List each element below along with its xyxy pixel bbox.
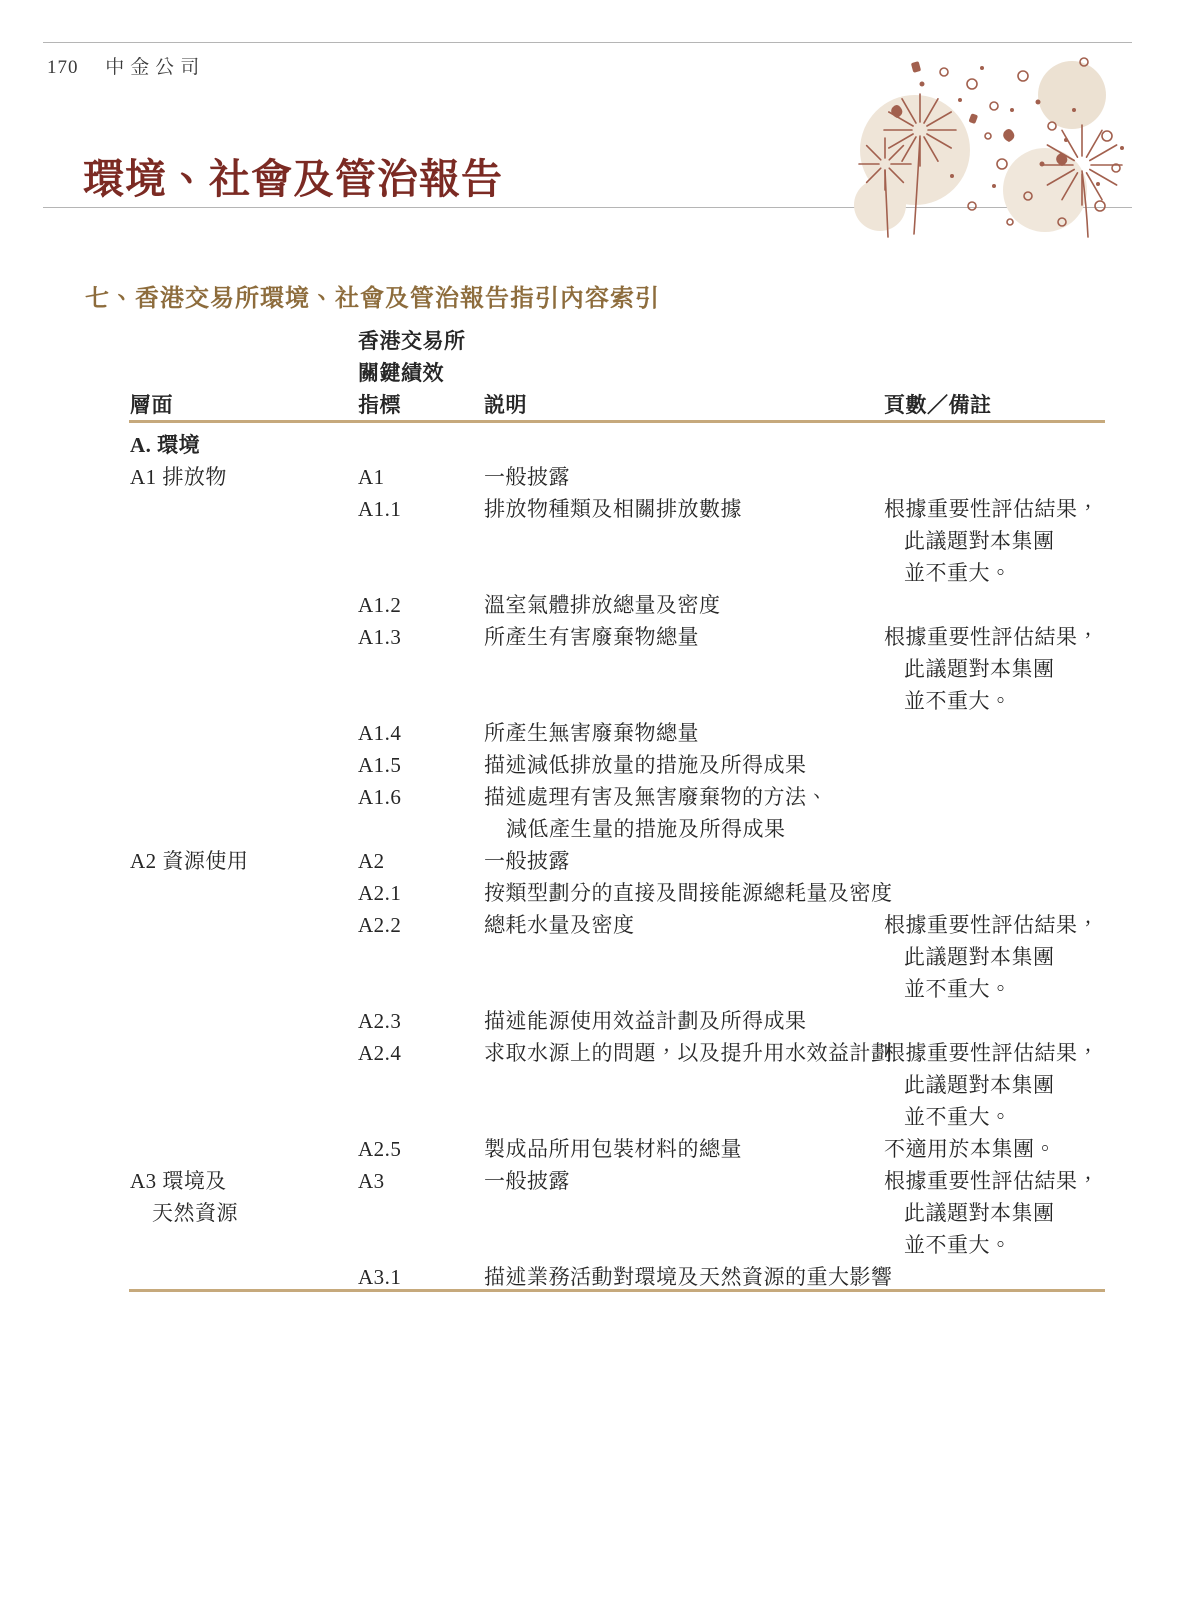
table-top-rule — [129, 420, 1105, 423]
table-row — [0, 1037, 1190, 1133]
table-row — [0, 845, 1190, 877]
column-header-kpi — [358, 325, 466, 421]
text-line: 所產生有害廢棄物總量 — [484, 625, 699, 649]
column-header-kpi-line: 關鍵績效 — [358, 361, 444, 385]
text-line: 根據重要性評估結果， — [884, 497, 1099, 521]
text-line: A1.6 — [358, 785, 402, 809]
company-name: 中金公司 — [105, 57, 206, 78]
text-line: 減低產生量的措施及所得成果 — [506, 817, 786, 841]
kpi-cell — [358, 1165, 385, 1197]
column-header-description: 説明 — [484, 393, 527, 417]
text-line: A1.5 — [358, 753, 402, 777]
text-line: 排放物種類及相關排放數據 — [484, 497, 742, 521]
page-number: 170 — [47, 57, 79, 78]
description-cell — [484, 877, 893, 909]
text-line: A2.1 — [358, 881, 402, 905]
kpi-cell — [358, 909, 401, 941]
table-group-header: A. 環境 — [130, 433, 201, 457]
kpi-cell — [358, 845, 385, 877]
description-cell — [484, 461, 570, 493]
text-line: 根據重要性評估結果， — [884, 1041, 1099, 1065]
table-row — [0, 1133, 1190, 1165]
description-cell — [484, 749, 807, 781]
text-line: 不適用於本集團。 — [884, 1137, 1056, 1161]
description-cell — [484, 909, 635, 941]
text-line: A1.4 — [358, 721, 402, 745]
description-cell — [484, 781, 828, 845]
remark-cell — [884, 909, 1099, 1005]
text-line: 描述處理有害及無害廢棄物的方法、 — [484, 785, 828, 809]
table-row — [0, 781, 1190, 845]
aspect-cell — [130, 461, 227, 493]
text-line: 並不重大。 — [904, 1105, 1012, 1129]
kpi-cell — [358, 717, 401, 749]
text-line: 所產生無害廢棄物總量 — [484, 721, 699, 745]
text-line: 並不重大。 — [904, 689, 1012, 713]
kpi-cell — [358, 621, 401, 653]
text-line: A3.1 — [358, 1265, 402, 1289]
text-line: 根據重要性評估結果， — [884, 625, 1099, 649]
text-line: 此議題對本集團 — [904, 1073, 1055, 1097]
text-line: A1.1 — [358, 497, 402, 521]
kpi-cell — [358, 589, 401, 621]
table-row — [0, 461, 1190, 493]
description-cell — [484, 493, 742, 525]
text-line: 描述減低排放量的措施及所得成果 — [484, 753, 807, 777]
text-line: 描述能源使用效益計劃及所得成果 — [484, 1009, 807, 1033]
kpi-cell — [358, 749, 401, 781]
text-line: A3 環境及 — [130, 1169, 227, 1193]
aspect-cell — [130, 845, 248, 877]
description-cell — [484, 1133, 742, 1165]
text-line: A1.2 — [358, 593, 402, 617]
description-cell — [484, 1005, 807, 1037]
description-cell — [484, 621, 699, 653]
table-row — [0, 1005, 1190, 1037]
text-line: 一般披露 — [484, 465, 570, 489]
text-line: 此議題對本集團 — [904, 657, 1055, 681]
text-line: A2.3 — [358, 1009, 402, 1033]
description-cell — [484, 589, 721, 621]
table-row — [0, 717, 1190, 749]
table-row — [0, 621, 1190, 717]
running-header — [47, 52, 205, 79]
kpi-cell — [358, 1133, 401, 1165]
column-header-aspect: 層面 — [130, 393, 173, 417]
text-line: 此議題對本集團 — [904, 529, 1055, 553]
text-line: 一般披露 — [484, 1169, 570, 1193]
text-line: 天然資源 — [152, 1201, 238, 1225]
text-line: A2.4 — [358, 1041, 402, 1065]
text-line: 此議題對本集團 — [904, 1201, 1055, 1225]
table-row — [0, 877, 1190, 909]
column-header-kpi-line: 指標 — [358, 393, 401, 417]
text-line: 並不重大。 — [904, 561, 1012, 585]
kpi-cell — [358, 877, 401, 909]
text-line: A3 — [358, 1169, 385, 1193]
table-row — [0, 1165, 1190, 1261]
kpi-cell — [358, 1037, 401, 1069]
text-line: A1.3 — [358, 625, 402, 649]
table-row — [0, 749, 1190, 781]
table-row — [0, 589, 1190, 621]
column-header-page-remarks: 頁數／備註 — [884, 393, 992, 417]
text-line: 按類型劃分的直接及間接能源總耗量及密度 — [484, 881, 893, 905]
header-top-divider — [43, 42, 1132, 43]
text-line: A2.2 — [358, 913, 402, 937]
text-line: A2.5 — [358, 1137, 402, 1161]
description-cell — [484, 1165, 570, 1197]
text-line: 根據重要性評估結果， — [884, 1169, 1099, 1193]
text-line: 根據重要性評估結果， — [884, 913, 1099, 937]
text-line: 總耗水量及密度 — [484, 913, 635, 937]
description-cell — [484, 1037, 893, 1069]
kpi-cell — [358, 493, 401, 525]
text-line: 並不重大。 — [904, 977, 1012, 1001]
text-line: 描述業務活動對環境及天然資源的重大影響 — [484, 1265, 893, 1289]
text-line: 製成品所用包裝材料的總量 — [484, 1137, 742, 1161]
remark-cell — [884, 1165, 1099, 1261]
text-line: A1 排放物 — [130, 465, 227, 489]
description-cell — [484, 845, 570, 877]
text-line: A2 — [358, 849, 385, 873]
section-heading: 七、香港交易所環境、社會及管治報告指引內容索引 — [85, 286, 660, 312]
kpi-cell — [358, 1005, 401, 1037]
aspect-cell — [130, 1165, 238, 1229]
remark-cell — [884, 621, 1099, 717]
kpi-cell — [358, 461, 385, 493]
text-line: 求取水源上的問題，以及提升用水效益計劃 — [484, 1041, 893, 1065]
report-title: 環境、社會及管治報告 — [83, 156, 503, 202]
text-line: 溫室氣體排放總量及密度 — [484, 593, 721, 617]
dandelion-illustration — [852, 44, 1144, 238]
remark-cell — [884, 1037, 1099, 1133]
table-row — [0, 493, 1190, 589]
text-line: A1 — [358, 465, 385, 489]
text-line: A2 資源使用 — [130, 849, 249, 873]
kpi-cell — [358, 781, 401, 813]
text-line: 此議題對本集團 — [904, 945, 1055, 969]
remark-cell — [884, 493, 1099, 589]
table-bottom-rule — [129, 1289, 1105, 1292]
table-row — [0, 909, 1190, 1005]
column-header-kpi-line: 香港交易所 — [358, 329, 466, 353]
remark-cell — [884, 1133, 1056, 1165]
text-line: 並不重大。 — [904, 1233, 1012, 1257]
esg-index-table — [0, 429, 1190, 1293]
description-cell — [484, 717, 699, 749]
text-line: 一般披露 — [484, 849, 570, 873]
